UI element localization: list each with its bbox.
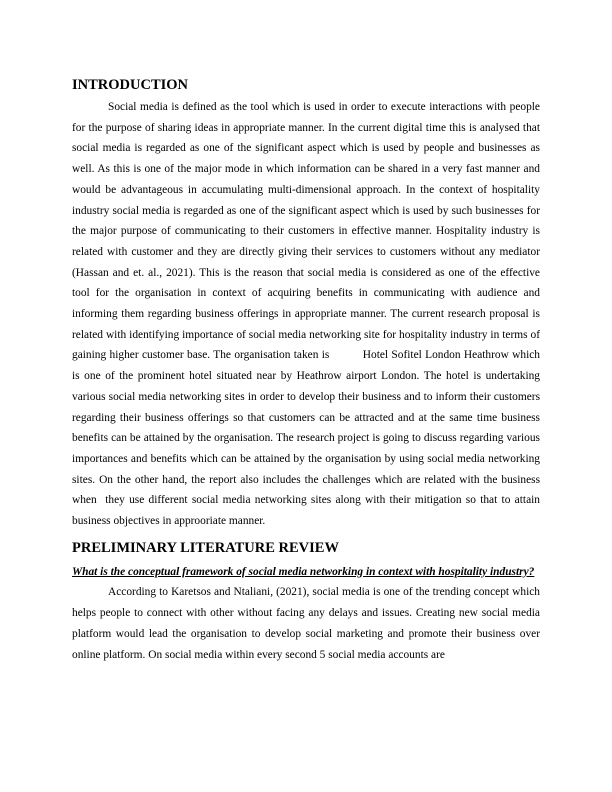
introduction-paragraph: Social media is defined as the tool which is used in order to execute interactions with people for the purpose of sharing ideas in appropriate manner. In the current digital time this is analysed that social media is regarded as one of the significant aspect which is used by people and businesses as well. As this is one of the major mode in which information can be shared in a very fast manner and would be advantageous in accumulating multi-dimensional approach. In the context of hospitality industry social media is regarded as one of the significant aspect which is used by such businesses for the major purpose of communicating to their customers in effective manner. Hospitality industry is related with customer and they are directly giving their services to customers without any mediator (Hassan and et. al., 2021). This is the reason that social media is considered as one of the effective tool for the organisation in context of acquiring benefits in communicating with audience and informing them regarding business offerings in appropriate manner. The current research proposal is related with identifying importance of social media networking site for hospitality industry in terms of gaining higher customer base. The organisation taken is Hotel Sofitel London Heathrow which is one of the prominent hotel situated near by Heathrow airport London. The hotel is undertaking various social media networking sites in order to develop their business and to inform their customers regarding their business offerings so that customers can be attracted and at the same time business benefits can be attained by the organisation. The research project is going to discuss regarding various importances and benefits which can be attained by the organisation by using social media networking sites. On the other hand, the report also includes the challenges which are related with the business when they use different social media networking sites along with their mitigation so that to attain business objectives in approoriate manner. bbox=[72, 101, 540, 528]
document-page bbox=[72, 75, 540, 665]
research-question-subheading: What is the conceptual framework of social media networking in context with hospitality industry? bbox=[72, 565, 535, 578]
introduction-heading: INTRODUCTION bbox=[72, 77, 189, 93]
literature-review-paragraph: According to Karetsos and Ntaliani, (2021), social media is one of the trending concept which helps people to connect with other without facing any delays and issues. Creating new social media platform would lead the organisation to develop social marketing and promote their business over online platform. On social media within every second 5 social media accounts are bbox=[72, 586, 540, 661]
literature-review-heading: PRELIMINARY LITERATURE REVIEW bbox=[72, 539, 339, 556]
